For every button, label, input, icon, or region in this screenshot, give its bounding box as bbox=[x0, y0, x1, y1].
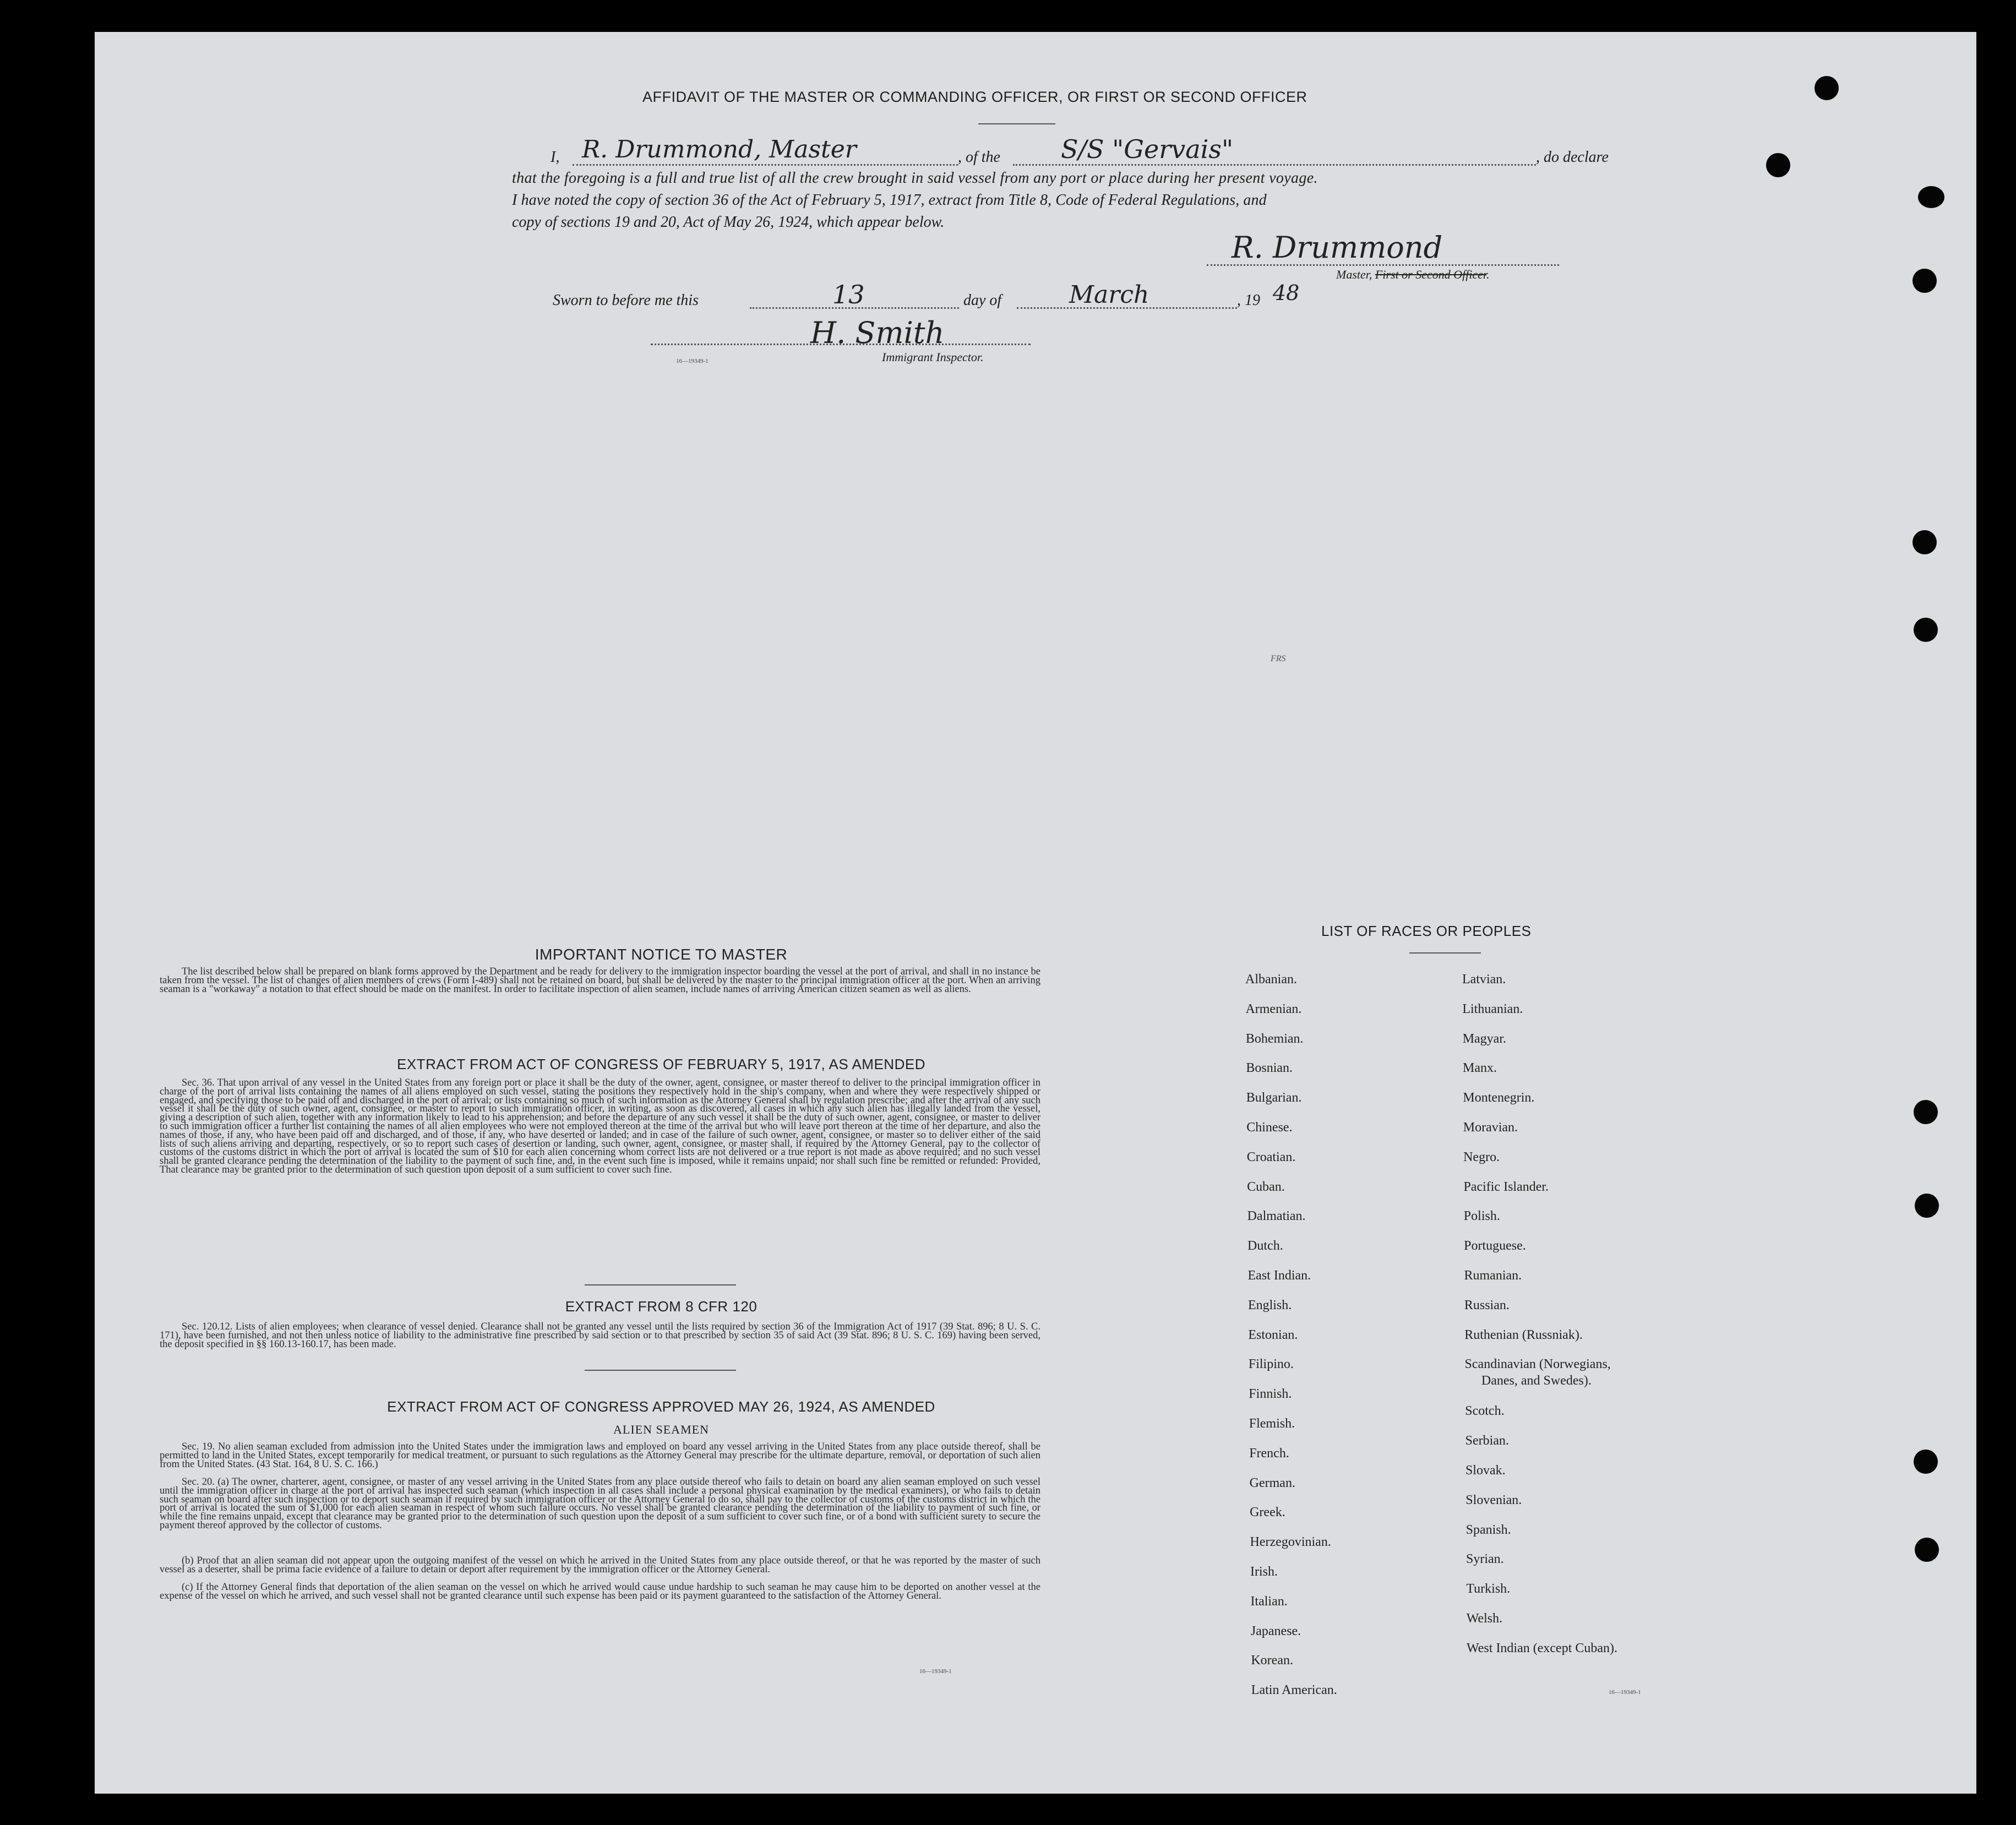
sig-title-master: Master, bbox=[1336, 268, 1375, 281]
race-item: Dutch. bbox=[1247, 1239, 1283, 1254]
day-of-text: day of bbox=[963, 292, 1002, 309]
punch-hole bbox=[1914, 1100, 1938, 1124]
divider bbox=[585, 1370, 736, 1371]
race-item: Scandinavian (Norwegians, bbox=[1464, 1357, 1611, 1372]
race-item: Magyar. bbox=[1462, 1031, 1506, 1046]
heading-act-1924: EXTRACT FROM ACT OF CONGRESS APPROVED MAY 26, 1924, AS AMENDED bbox=[387, 1398, 935, 1415]
race-item: Ruthenian (Russniak). bbox=[1464, 1327, 1583, 1342]
race-item: Spanish. bbox=[1465, 1522, 1511, 1537]
master-signature: R. Drummond bbox=[1232, 230, 1443, 265]
race-item: Estonian. bbox=[1248, 1327, 1298, 1342]
punch-hole bbox=[1913, 269, 1937, 293]
punch-hole bbox=[1913, 530, 1937, 554]
race-item: Portuguese. bbox=[1464, 1239, 1526, 1254]
section-19-text: Sec. 19. No alien seaman excluded from admission into the United States under the immigration laws and employed on board any vessel arriving in the United States from any place outside thereof, shall be permitted to land in the United States, except temporarily for medical treatment, or pursuant to such regulations as the Attorney General may prescribe for the ultimate departure, removal, or deportation of such alien from the United States. (43 Stat. 164, 8 U. S. C. 166.) bbox=[160, 1441, 1040, 1470]
races-form-number: 16—19349-1 bbox=[1609, 1689, 1641, 1696]
race-item: Greek. bbox=[1250, 1505, 1285, 1520]
race-item: Bosnian. bbox=[1246, 1061, 1293, 1076]
notice-paragraph: The list described below shall be prepared on blank forms approved by the Department and be ready for delivery to the immigration inspector boarding the vessel at the port of arrival, and shall in no instance be taken from the vessel. The list of changes of alien members of crews (Form I-489) shall not be retained on board, but shall be delivered by the master to the principal immigration officer at the port. When an arriving seaman is a "workaway" a notation to that effect should be made on the manifest. In order to facilitate inspection of alien seamen, include names of arriving American citizen seamen as well as aliens. bbox=[160, 966, 1040, 995]
race-item: Manx. bbox=[1463, 1061, 1497, 1076]
races-title: LIST OF RACES OR PEOPLES bbox=[1321, 923, 1532, 939]
month-handwritten: March bbox=[1069, 281, 1149, 309]
race-item: Italian. bbox=[1250, 1594, 1288, 1609]
race-item: Bulgarian. bbox=[1246, 1091, 1302, 1105]
sworn-text: Sworn to before me this bbox=[553, 292, 699, 309]
punch-hole bbox=[1914, 1450, 1938, 1474]
race-item: Slovenian. bbox=[1465, 1492, 1522, 1507]
signature-line bbox=[1207, 264, 1559, 266]
heading-act-1917: EXTRACT FROM ACT OF CONGRESS OF FEBRUARY 5, 1917, AS AMENDED bbox=[397, 1056, 925, 1072]
race-item: Irish. bbox=[1250, 1565, 1278, 1579]
race-item: Moravian. bbox=[1463, 1120, 1518, 1135]
race-item: Cuban. bbox=[1247, 1179, 1285, 1194]
races-title-underline bbox=[1409, 952, 1481, 954]
section-20b-text: (b) Proof that an alien seaman did not appear upon the outgoing manifest of the vessel on which he arrived in the United States from any place outside thereof, or that he was reported by the master of such vessel as a deserter, shall be prima facie evidence of a failure to detain or deport after requirement by the immigration officer or the Attorney General. bbox=[160, 1555, 1040, 1575]
race-item: Korean. bbox=[1251, 1653, 1293, 1668]
vessel-name-line bbox=[1013, 164, 1536, 166]
race-item: Welsh. bbox=[1466, 1611, 1503, 1626]
section-36-text: Sec. 36. That upon arrival of any vessel in the United States from any foreign port or place it shall be the duty of the owner, agent, consignee, or master thereof to deliver to the principal immigration officer in charge of the port of arrival lists containing the names of all aliens employed on such vessel, stating the positions they respectively hold in the ship's company, when and where they were respectively shipped or engaged, and specifying those to be paid off and discharged in the port of arrival; or lists containing so much of such information as the Attorney General shall by regulation prescribe; and after the arrival of any such vessel it shall be the duty of such owner, agent, consignee, or master to report to such immigration officer, in writing, as soon as discovered, all cases in which any such alien has illegally landed from the vessel, giving a description of such alien, together with any information likely to lead to his apprehension; and before the departure of any such vessel it shall be the duty of such owner, agent, consignee, or master to deliver to such immigration officer a further list containing the names of all alien employees who were not employed thereon at the time of the arrival but who will leave port thereon at the time of her departure, and also the names of those, if any, who have been paid off and discharged, and of those, if any, who have deserted or landed; and in case of the failure of such owner, agent, consignee, or master so to deliver either of the said lists of such aliens arriving and departing, respectively, or so to report such cases of desertion or landing, such owner, agent, consignee, or master shall, if required by the Attorney General, pay to the collector of customs of the customs district in which the port of arrival is located the sum of $10 for each alien concerning whom correct lists are not delivered or a true report is not made as above required; and no such vessel shall be granted clearance pending the determination of the liability to the payment of such fine, and, in the event such fine is imposed, while it remains unpaid; nor shall such fine be remitted or refunded: Provided, That clearance may be granted prior to the determination of such question upon deposit of a sum sufficient to cover such fine. bbox=[160, 1077, 1040, 1175]
race-item: Turkish. bbox=[1466, 1582, 1511, 1597]
vessel-overline bbox=[978, 123, 1055, 124]
vessel-name-handwritten: S/S "Gervais" bbox=[1061, 134, 1234, 164]
stray-mark: FRS bbox=[1271, 654, 1286, 663]
signature-title bbox=[1336, 268, 1490, 282]
alien-seamen-heading: ALIEN SEAMEN bbox=[613, 1423, 709, 1436]
race-item: Scotch. bbox=[1465, 1404, 1505, 1419]
race-item: Dalmatian. bbox=[1247, 1209, 1306, 1224]
notice-title: IMPORTANT NOTICE TO MASTER bbox=[535, 946, 788, 963]
inspector-signature: H. Smith bbox=[810, 315, 945, 350]
inspector-line bbox=[651, 344, 1031, 345]
affidavit-form-number: 16—19349-1 bbox=[676, 358, 709, 364]
punch-hole bbox=[1915, 1538, 1939, 1562]
master-name-handwritten: R. Drummond, Master bbox=[582, 135, 857, 164]
notice-form-number: 16—19349-1 bbox=[919, 1668, 952, 1675]
affidavit-line-3: I have noted the copy of section 36 of the Act of February 5, 1917, extract from Title 8, Code of Federal Regulations, and bbox=[512, 192, 1267, 209]
race-item: Filipino. bbox=[1248, 1357, 1294, 1372]
affidavit-line-2: that the foregoing is a full and true list of all the crew brought in said vessel from any port or place during her present voyage. bbox=[512, 170, 1318, 187]
race-item: Latin American. bbox=[1251, 1683, 1337, 1698]
race-item: German. bbox=[1249, 1475, 1295, 1490]
race-item: Croatian. bbox=[1246, 1150, 1296, 1164]
punch-hole bbox=[1815, 76, 1839, 100]
year-handwritten: 48 bbox=[1273, 281, 1300, 305]
race-item: Latvian. bbox=[1462, 972, 1506, 987]
race-item: Syrian. bbox=[1466, 1552, 1504, 1567]
document-page bbox=[95, 32, 1976, 1794]
race-item: French. bbox=[1249, 1446, 1289, 1461]
section-20a-text: Sec. 20. (a) The owner, charterer, agent, consignee, or master of any vessel arriving in the United States from any place outside thereof who fails to detain on board any alien seaman employed on such vessel until the immigration officer in charge at the port of arrival has inspected such seaman (which inspection in all cases shall include a personal physical examination by the medical examiners), or who fails to detain such seaman on board after such inspection or to deport such seaman if required by such immigration officer or the Attorney General to do so, shall pay to the collector of customs of the customs district in which the port of arrival is located the sum of $1,000 for each alien seaman in respect of whom such failure occurs. No vessel shall be granted clearance pending the determination of the liability to payment of such fine, or while the fine remains unpaid, except that clearance may be granted prior to the determination of such question upon the deposit of a sum sufficient to cover such fine, or of a bond with sufficient surety to secure the payment thereof approved by the collector of customs. bbox=[160, 1477, 1040, 1531]
race-item: Polish. bbox=[1463, 1209, 1500, 1224]
sig-title-end: . bbox=[1486, 268, 1490, 281]
punch-hole bbox=[1915, 1194, 1939, 1218]
race-item: Chinese. bbox=[1246, 1120, 1293, 1135]
race-item: Albanian. bbox=[1245, 972, 1297, 987]
race-item: English. bbox=[1247, 1298, 1292, 1312]
race-item: Montenegrin. bbox=[1463, 1091, 1535, 1105]
race-item: Lithuanian. bbox=[1462, 1001, 1523, 1016]
race-item: Pacific Islander. bbox=[1463, 1179, 1549, 1194]
section-120-text: Sec. 120.12. Lists of alien employees; when clearance of vessel denied. Clearance shall not be granted any vessel until the lists required by section 36 of the Immigration Act of 1917 (39 Stat. 896; 8 U. S. C. 171), have been furnished, and not then unless notice of liability to the administrative fine prescribed by said section or to that prescribed by section 35 of said Act (39 Stat. 896; 8 U. S. C. 169) having been served, the deposit specified in §§ 160.13-160.17, has been made. bbox=[160, 1321, 1040, 1350]
punch-hole bbox=[1918, 186, 1944, 208]
day-handwritten: 13 bbox=[832, 280, 865, 309]
race-item: Finnish. bbox=[1249, 1387, 1292, 1402]
race-item: East Indian. bbox=[1247, 1268, 1311, 1283]
race-item: West Indian (except Cuban). bbox=[1467, 1641, 1618, 1655]
affidavit-title: AFFIDAVIT OF THE MASTER OR COMMANDING OFFICER, OR FIRST OR SECOND OFFICER bbox=[642, 89, 1307, 105]
master-name-line bbox=[573, 164, 958, 166]
affidavit-i: I, bbox=[551, 149, 560, 166]
race-item: Bohemian. bbox=[1245, 1031, 1304, 1046]
divider bbox=[585, 1284, 736, 1285]
race-item: Japanese. bbox=[1250, 1624, 1301, 1638]
affidavit-line-4: copy of sections 19 and 20, Act of May 26, 1924, which appear below. bbox=[512, 214, 945, 231]
race-item: Danes, and Swedes). bbox=[1481, 1374, 1592, 1388]
affidavit-do-declare: , do declare bbox=[1536, 149, 1609, 166]
race-item: Herzegovinian. bbox=[1250, 1535, 1331, 1550]
race-item: Flemish. bbox=[1249, 1417, 1295, 1431]
sig-title-struck: First or Second Officer bbox=[1375, 268, 1487, 281]
race-item: Serbian. bbox=[1465, 1434, 1509, 1448]
race-item: Rumanian. bbox=[1464, 1268, 1522, 1283]
punch-hole bbox=[1766, 153, 1790, 177]
race-item: Russian. bbox=[1464, 1298, 1510, 1312]
race-item: Slovak. bbox=[1465, 1463, 1506, 1478]
race-item: Armenian. bbox=[1245, 1001, 1302, 1016]
inspector-title: Immigrant Inspector. bbox=[882, 350, 984, 364]
race-item: Negro. bbox=[1463, 1150, 1500, 1164]
heading-cfr-120: EXTRACT FROM 8 CFR 120 bbox=[565, 1298, 758, 1315]
punch-hole bbox=[1914, 618, 1938, 642]
year-prefix: , 19 bbox=[1237, 292, 1260, 309]
section-20c-text: (c) If the Attorney General finds that deportation of the alien seaman on the vessel on which he arrived would cause undue hardship to such seaman he may cause him to be deported on another vessel at the expense of the vessel on which he arrived, and such vessel shall not be granted clearance until such expense has been paid or its payment guaranteed to the satisfaction of the Attorney General. bbox=[160, 1582, 1040, 1601]
affidavit-of-the: , of the bbox=[958, 149, 1000, 166]
